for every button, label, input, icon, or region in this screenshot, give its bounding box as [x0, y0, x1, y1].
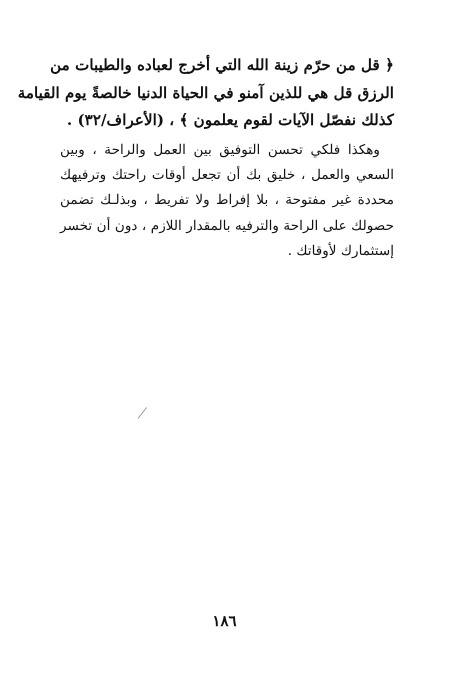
- paragraph-line: إستثمارك لأوقاتك .: [287, 242, 394, 259]
- paragraph-line: محددة غير مفتوحة ، بلا إفراط ولا تفريط ، وبذلـك تضمن: [60, 192, 394, 209]
- paragraph-line: السعي والعمل ، خليق بك أن تجعل أوقات راحتك وترفيهك: [60, 167, 394, 184]
- quran-verse-line: ﴿ قل من حرّم زينة الله التي أخرج لعباده والطيبات من: [50, 56, 394, 74]
- body-paragraph: [60, 138, 394, 264]
- quran-verse-line: الرزق قل هي للذين آمنو في الحياة الدنيا خالصةً يوم القيامة: [17, 83, 394, 102]
- page-number: ١٨٦: [212, 612, 237, 630]
- quran-verse: [17, 52, 394, 135]
- stray-mark: [138, 407, 147, 419]
- paragraph-line: وهكذا فلكي تحسن التوفيق بين العمل والراحة ، وبين: [60, 142, 380, 158]
- quran-verse-line: كذلك نفصّل الآيات لقوم يعلمون ﴾ ، (الأعراف/٣٢) .: [66, 111, 394, 129]
- paragraph-line: حصولك على الراحة والترفيه بالمقدار اللازم ، دون أن تخسر: [60, 217, 394, 234]
